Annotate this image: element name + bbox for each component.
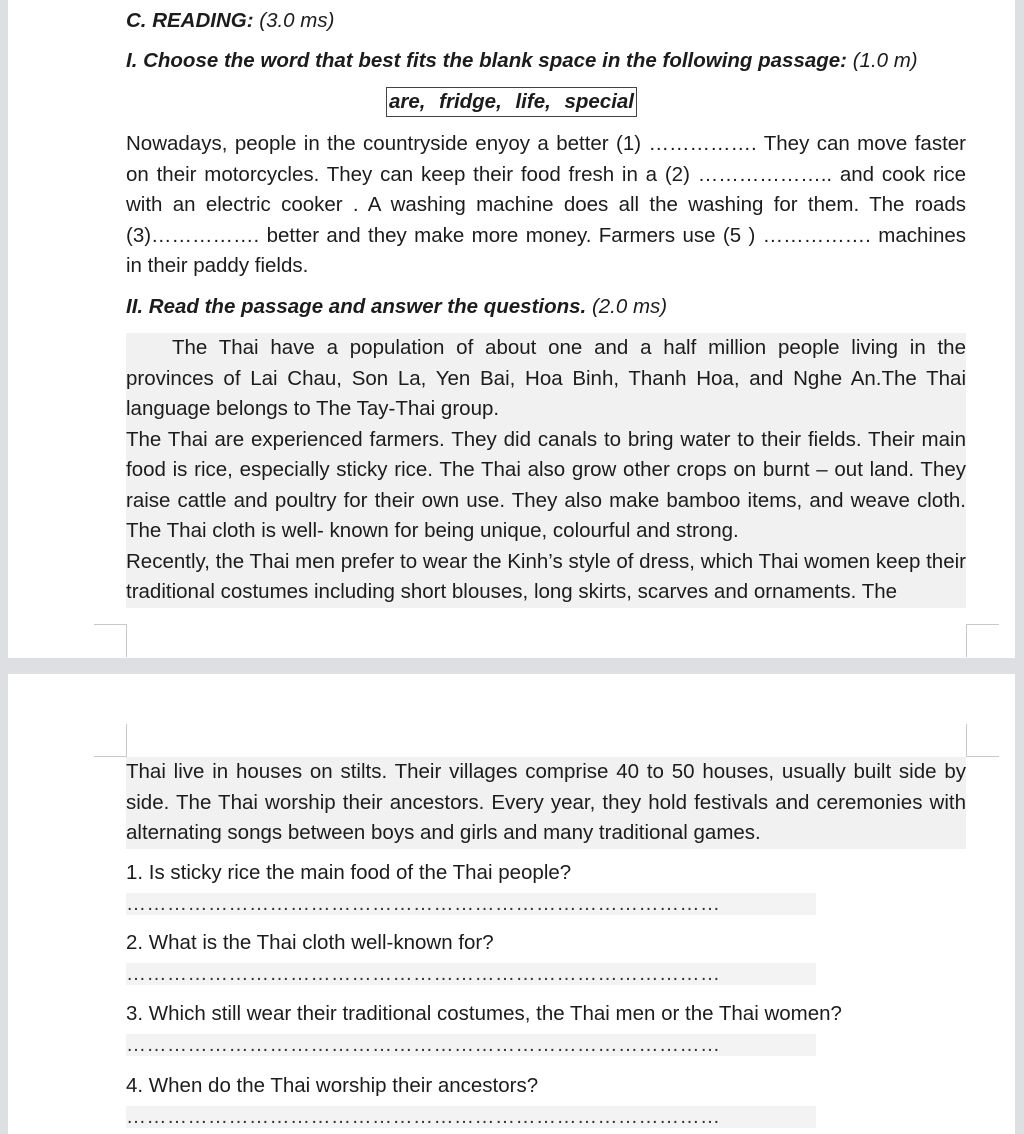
section-marks: (3.0 ms) <box>253 9 335 32</box>
section-title: C. READING: <box>126 9 254 32</box>
answer-line: …………………………………………………………………………… <box>126 1034 816 1056</box>
section-heading-reading <box>126 6 966 37</box>
question-3: 3. Which still wear their traditional costumes, the Thai men or the Thai women? <box>126 1002 842 1025</box>
part2-title: II. Read the passage and answer the questions. <box>126 295 587 318</box>
question-4: 4. When do the Thai worship their ancestors? <box>126 1074 539 1097</box>
passage-paragraph-2: The Thai are experienced farmers. They did canals to bring water to their fields. Their main food is rice, especially sticky rice. The Thai also grow other crops on burnt – out land. They raise cattle and poultry for their own use. They also make bamboo items, and weave cloth. The Thai cloth is well- known for being unique, colourful and strong. <box>126 427 966 542</box>
part1-marks: (1.0 m) <box>847 49 918 72</box>
page-corner-mark <box>94 624 127 657</box>
passage-paragraph-3: Recently, the Thai men prefer to wear the Kinh’s style of dress, which Thai women keep their traditional costumes including short blouses, long skirts, scarves and ornaments. The <box>126 549 966 603</box>
answer-line: …………………………………………………………………………… <box>126 893 816 915</box>
word-box: are, fridge, life, special <box>386 87 637 117</box>
part1-passage: Nowadays, people in the countryside enyoy a better (1) ……………. They can move faster on their motorcycles. They can keep their food fresh in a (2) ……………….. and cook rice with an electric cooker . A washing machine does all the washing for them. The roads (3)……………. better and they make more money. Farmers use (5 ) ……………. machines in their paddy fields. <box>126 132 966 277</box>
answer-line: …………………………………………………………………………… <box>126 1106 816 1128</box>
page-corner-mark <box>966 624 999 657</box>
part2-heading <box>126 292 966 323</box>
word-box-container <box>8 87 1015 117</box>
part1-heading <box>126 46 966 77</box>
document-page-2 <box>8 674 1015 1134</box>
question-1: 1. Is sticky rice the main food of the Thai people? <box>126 861 572 884</box>
reading-passage <box>126 333 966 608</box>
question-2: 2. What is the Thai cloth well-known for? <box>126 931 494 954</box>
passage-paragraph-1: The Thai have a population of about one and a half million people living in the provinces of Lai Chau, Son La, Yen Bai, Hoa Binh, Thanh Hoa, and Nghe An.The Thai language belongs to The Tay-Thai group. <box>126 336 966 420</box>
page-corner-mark <box>966 724 999 757</box>
answer-line: …………………………………………………………………………… <box>126 963 816 985</box>
part1-title: I. Choose the word that best fits the blank space in the following passage: <box>126 49 848 72</box>
page-corner-mark <box>94 724 127 757</box>
part2-marks: (2.0 ms) <box>586 295 668 318</box>
passage-paragraph-3-continued: Thai live in houses on stilts. Their villages comprise 40 to 50 houses, usually built side by side. The Thai worship their ancestors. Every year, they hold festivals and ceremonies with alternating songs between boys and girls and many traditional games. <box>126 757 966 849</box>
document-page-1 <box>8 0 1015 658</box>
